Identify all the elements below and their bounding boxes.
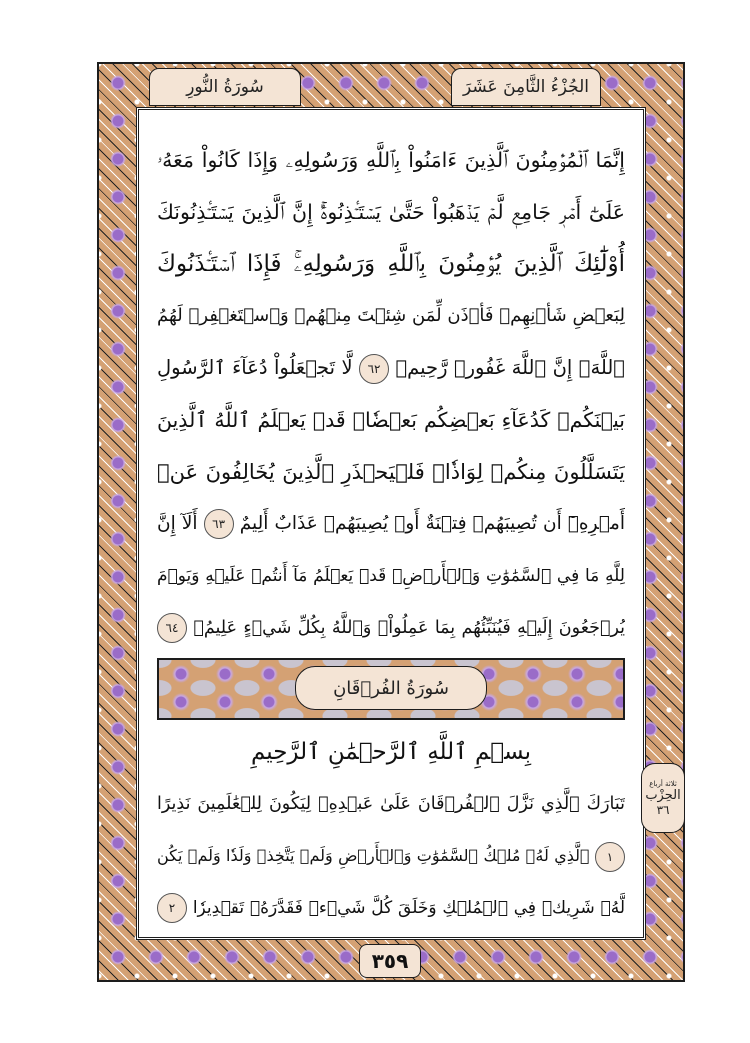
text-area (136, 107, 646, 940)
verse-text: أَمۡرِهِۦٓ أَن تُصِيبَهُمۡ فِتۡنَةٌ أَوۡ يُصِيبَهُمۡ عَذَابٌ أَلِيمٌ (239, 513, 625, 534)
verse-text: لِبَعۡضِ شَأۡنِهِمۡ فَأۡذَن لِّمَن شِئۡتَ مِنۡهُمۡ وَٱسۡتَغۡفِرۡ لَهُمُ (157, 305, 625, 326)
verse-text: أَلَآ إِنَّ (157, 513, 198, 534)
surah-title-banner (157, 658, 625, 720)
verse-text: لِلَّهِ مَا فِي ٱلسَّمَٰوَٰتِ وَٱلۡأَرۡضِۖ قَدۡ يَعۡلَمُ مَآ أَنتُمۡ عَلَيۡهِ وَيَوۡمَ (157, 566, 625, 586)
text-line (157, 446, 625, 498)
surah-name-header: سُورَةُ النُّورِ (149, 68, 301, 106)
text-line (157, 186, 625, 238)
text-line (157, 134, 625, 186)
text-line (157, 238, 625, 290)
text-line (157, 498, 625, 550)
basmala: بِسۡمِ ٱللَّهِ ٱلرَّحۡمَٰنِ ٱلرَّحِيمِ (250, 739, 532, 765)
verse-text: لَّهُۥ شَرِيكٞ فِي ٱلۡمُلۡكِ وَخَلَقَ كُلَّ شَيۡءٖ فَقَدَّرَهُۥ تَقۡدِيرٗا (192, 898, 625, 918)
ayah-number-marker: ٢ (157, 893, 187, 923)
text-line (157, 830, 625, 882)
text-line (157, 550, 625, 602)
hizb-marker (641, 763, 685, 833)
ayah-number-marker: ١ (595, 842, 625, 872)
ayah-number-marker: ٦٢ (359, 354, 389, 384)
surah-title: سُورَةُ الفُرۡقَانِ (295, 666, 487, 710)
page-border-frame (97, 62, 685, 982)
verse-text: تَبَارَكَ ٱلَّذِي نَزَّلَ ٱلۡفُرۡقَانَ عَلَىٰ عَبۡدِهِۦ لِيَكُونَ لِلۡعَٰلَمِينَ نَذِيرًا (157, 794, 625, 814)
text-line (157, 778, 625, 830)
text-line (157, 394, 625, 446)
ayah-number-marker: ٦٤ (157, 613, 187, 643)
ayah-number-marker: ٦٣ (204, 509, 234, 539)
verse-text: أُوْلَٰٓئِكَ ٱلَّذِينَ يُؤۡمِنُونَ بِٱللَّهِ وَرَسُولِهِۦۚ فَإِذَا ٱسۡتَـٔۡذَنُوكَ (157, 251, 625, 277)
text-line (157, 342, 625, 394)
page-number: ٣٥٩ (359, 944, 421, 978)
text-line (157, 882, 625, 934)
verse-text: لَّا تَجۡعَلُواْ دُعَآءَ ٱلرَّسُولِ (157, 356, 353, 379)
hizb-fraction: ثلاثة أرباع (649, 779, 677, 788)
hizb-number: ٣٦ (656, 802, 670, 817)
text-line (157, 290, 625, 342)
verse-text: إِنَّمَا ٱلۡمُؤۡمِنُونَ ٱلَّذِينَ ءَامَنُواْ بِٱللَّهِ وَرَسُولِهِۦ وَإِذَا كَانُواْ مَعَهُۥ (157, 148, 625, 172)
hizb-label: الحِزْب (645, 787, 681, 803)
verse-text: يُرۡجَعُونَ إِلَيۡهِ فَيُنَبِّئُهُم بِمَا عَمِلُواْۗ وَٱللَّهُ بِكُلِّ شَيۡءٍ عَلِيمُۢ (193, 618, 625, 638)
verse-text: ٱللَّهَۚ إِنَّ ٱللَّهَ غَفُورٞ رَّحِيمٞ (395, 356, 625, 379)
verse-text: ٱلَّذِي لَهُۥ مُلۡكُ ٱلسَّمَٰوَٰتِ وَٱلۡأَرۡضِ وَلَمۡ يَتَّخِذۡ وَلَدٗا وَلَمۡ يَكُن (157, 846, 590, 865)
verse-text: عَلَىٰٓ أَمۡرٖ جَامِعٖ لَّمۡ يَذۡهَبُواْ حَتَّىٰ يَسۡتَـٔۡذِنُوهُۚ إِنَّ ٱلَّذِينَ يَسۡتَـٔۡذِنُونَكَ (157, 200, 625, 224)
text-line (157, 602, 625, 654)
verse-text: بَيۡنَكُمۡ كَدُعَآءِ بَعۡضِكُم بَعۡضٗاۚ قَدۡ يَعۡلَمُ ٱللَّهُ ٱلَّذِينَ (157, 408, 625, 432)
juz-name-header: الجُزْءُ الثَّامِنَ عَشَرَ (451, 68, 601, 106)
verse-text: يَتَسَلَّلُونَ مِنكُمۡ لِوَاذٗاۚ فَلۡيَحۡذَرِ ٱلَّذِينَ يُخَالِفُونَ عَنۡ (157, 460, 625, 484)
